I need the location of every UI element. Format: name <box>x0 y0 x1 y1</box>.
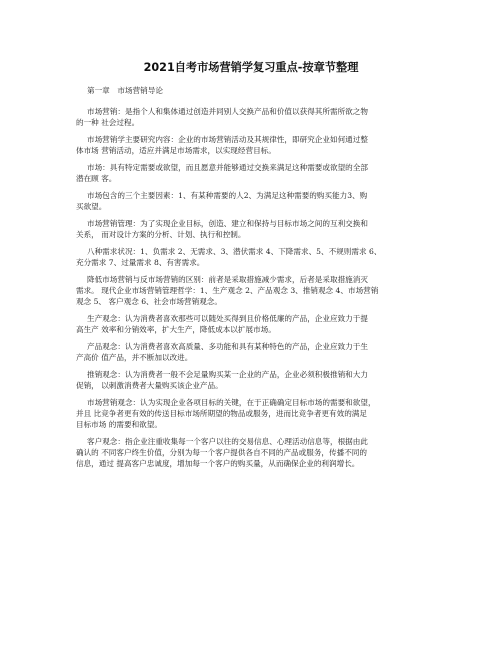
paragraph-line: 确认的 不同客户终生价值，分别为每一个客户提供各自不同的产品或服务，传播不同的 <box>76 448 367 457</box>
paragraph-line: 观念 5、 客户观念 6、社会市场营销观念。 <box>76 297 222 306</box>
body-paragraph <box>76 134 438 156</box>
body-paragraph <box>76 246 438 268</box>
paragraph-line: 市场营销观念：认为实现企业各项目标的关键，在于正确确定目标市场的需要和欲望， <box>87 398 376 407</box>
paragraph-line: 目标市场 的需要和欲望。 <box>76 420 162 429</box>
body-paragraph <box>76 436 438 469</box>
paragraph-line: 需求。 现代企业市场营销管理哲学：1、生产观念 2、产品观念 3、推销观念 4、市场营销 <box>76 286 379 295</box>
paragraph-line: 产品观念：认为消费者喜欢高质量、多功能和具有某种特色的产品，企业应致力于生 <box>87 342 368 351</box>
paragraph-line: 市场包含的三个主要因素：1、有某种需要的人2、为满足这种需要的购买能力3、购 <box>87 191 368 200</box>
body-paragraph <box>76 218 438 240</box>
paragraph-line: 促销， 以刺激消费者大量购买该企业产品。 <box>76 381 223 390</box>
paragraph-line: 的一种 社会过程。 <box>76 118 140 127</box>
body-paragraph <box>76 397 438 430</box>
paragraph-line: 市场营销管理：为了实现企业目标，创造、建立和保持与目标市场之间的互利交换和 <box>87 219 368 228</box>
body-paragraph <box>76 190 438 212</box>
body-paragraph <box>76 341 438 363</box>
paragraph-line: 市场：具有特定需要或欲望，而且愿意并能够通过交换来满足这种需要或欲望的全部 <box>87 163 368 172</box>
paragraph-line: 产高价 值产品，并不断加以改进。 <box>76 353 193 362</box>
paragraph-line: 推销观念：认为消费者一般不会足量购买某一企业的产品，企业必须积极推销和大力 <box>87 370 368 379</box>
paragraph-line: 充分需求 7、过量需求 8、有害需求。 <box>76 258 205 267</box>
paragraph-line: 潜在顾 客。 <box>76 174 117 183</box>
chapter-heading: 第一章 市场营销导论 <box>87 86 163 95</box>
body-paragraph <box>76 274 438 307</box>
body-paragraph <box>76 313 438 335</box>
body-paragraph <box>76 369 438 391</box>
paragraph-line: 关系， 而对设计方案的分析、计划、执行和控制。 <box>76 230 246 239</box>
paragraph-line: 生产观念：认为消费者喜欢那些可以随处买得到且价格低廉的产品，企业应致力于提 <box>87 314 368 323</box>
body-paragraph <box>76 106 438 128</box>
paragraph-line: 市场营销学主要研究内容：企业的市场营销活动及其规律性，即研究企业如何通过整 <box>87 135 368 144</box>
paragraph-line: 买欲望。 <box>76 202 107 211</box>
paragraph-line: 体市场 营销活动，适应并满足市场需求，以实现经营目标。 <box>76 146 276 155</box>
paragraph-line: 市场营销：是指个人和集体通过创造并同别人交换产品和价值以获得其所需所欲之物 <box>87 107 368 116</box>
document-title: 2021自考市场营销学复习重点-按章节整理 <box>143 61 359 74</box>
paragraph-line: 降低市场营销与反市场营销的区别：前者是采取措施减少需求，后者是采取措施消灭 <box>87 275 368 284</box>
paragraph-line: 高生产 效率和分销效率，扩大生产，降低成本以扩展市场。 <box>76 325 276 334</box>
paragraph-line: 信息，通过 提高客户忠诚度，增加每一个客户的购买量，从而确保企业的利润增长。 <box>76 459 360 468</box>
paragraph-line: 八种需求状况：1、负需求 2、无需求、3、潜伏需求 4、下降需求、5、不规则需求 6、 <box>87 247 382 256</box>
body-paragraph <box>76 162 438 184</box>
paragraph-line: 并且 比竞争者更有效的传送目标市场所期望的物品或服务，进而比竞争者更有效的满足 <box>76 409 367 418</box>
paragraph-line: 客户观念：指企业注重收集每一个客户以往的交易信息、心理活动信息等，根据由此 <box>87 437 368 446</box>
